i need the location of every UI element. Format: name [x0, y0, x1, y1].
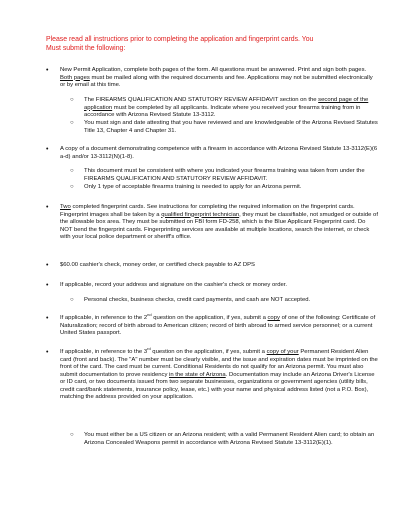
intro-line-2: Must submit the following: — [46, 44, 126, 52]
item-fingerprint-cards: Two completed fingerprint cards. See instructions for completing the required information on the fingerprint cards. Fingerprint images shall be taken by a qualified fingerprint technician, they must be classifiable, not smudged or outside of the allowable box area. They must be submitted on FBI form FD-258, which is the Blue Applicant Fingerprint card. Do NOT bend the fingerprint cards. Fingerprinting services are available at multiple locations, search the internet, or check with your local police department or sheriff's office. — [60, 204, 378, 240]
item-payment: $60.00 cashier's check, money order, or certified check payable to AZ DPS — [60, 262, 255, 268]
bullet-icon: • — [46, 146, 49, 153]
subitem-sign-date: You must sign and date attesting that you have reviewed and are knowledgeable of the Arizona Revised Statutes Title 13, Chapter 4 and Chapter 31. — [84, 120, 378, 134]
bullet-icon: • — [46, 204, 49, 211]
circle-bullet-icon: ○ — [70, 432, 74, 438]
item-competence-document: A copy of a document demonstrating competence with a firearm in accordance with Arizona Revised Statute 13-3112(E)(6 a-d) and/or 13-3112(N)(1-8). — [60, 146, 378, 160]
circle-bullet-icon: ○ — [70, 184, 74, 190]
bullet-icon: • — [46, 67, 49, 74]
item-question-2: If applicable, in reference to the 2nd question on the application, if yes, submit a copy of one of the following: Certificate of Naturalization; record of birth abroad to American citizen; record of birth abroad to armed service personnel; or a current United States passport. — [60, 312, 376, 336]
intro-warning — [46, 36, 376, 53]
subitem-citizen-resident: You must either be a US citizen or an Arizona resident; with a valid Permanent Resident Alien card; to obtain an Arizona Concealed Weapons permit in accordance with Arizona Revised Statute 13-3112(E)(1). — [84, 432, 375, 446]
intro-line-1: Please read all instructions prior to completing the application and fingerprint cards. You — [46, 36, 314, 43]
subitem-consistent-training: This document must be consistent with where you indicated your firearms training was taken from under the FIREARMS QUALIFICATION AND STATUTORY REVIEW AFFIDAVIT. — [84, 168, 365, 182]
bullet-icon: • — [46, 315, 49, 322]
circle-bullet-icon: ○ — [70, 297, 74, 303]
bullet-icon: • — [46, 282, 49, 289]
item-permit-application: New Permit Application, complete both pages of the form. All questions must be answered. Print and sign both pages. Both pages must be mailed along with the required documents and fee. Applications may not be submitted electronically or by email at this time. — [60, 67, 373, 88]
subitem-not-accepted: Personal checks, business checks, credit card payments, and cash are NOT accepted. — [84, 297, 311, 303]
circle-bullet-icon: ○ — [70, 168, 74, 174]
item-check-address: If applicable, record your address and signature on the cashier's check or money order. — [60, 282, 288, 288]
bullet-icon: • — [46, 349, 49, 356]
circle-bullet-icon: ○ — [70, 97, 74, 103]
item-question-3: If applicable, in reference to the 3rd question on the application, if yes, submit a copy of your Permanent Resident Alien card (front and back). The "A" number must be clearly visible, and the issue and expiration dates must be imprinted on the front of the card. The card must be current. Conditional Residents do not qualify for an Arizona permit. You must also submit documentation to prove residency in the state of Arizona. Documentation may include an Arizona Driver's License or ID card, or two documents issued from two separate businesses, organizations or government agencies (utility bills, credit card/bank statements, insurance policy, lease, etc.) with your name and physical address listed (not a P.O. Box), matching the address provided on your application. — [60, 346, 378, 400]
circle-bullet-icon: ○ — [70, 120, 74, 126]
subitem-one-training: Only 1 type of acceptable firearms training is needed to apply for an Arizona permit. — [84, 184, 302, 190]
bullet-icon: • — [46, 262, 49, 269]
subitem-affidavit: The FIREARMS QUALIFICATION AND STATUTORY REVIEW AFFIDAVIT section on the second page of the application must be completed by all applicants. Indicate where you received your firearms training from in accordance with Arizona Revised Statute 13-3112. — [84, 97, 369, 118]
